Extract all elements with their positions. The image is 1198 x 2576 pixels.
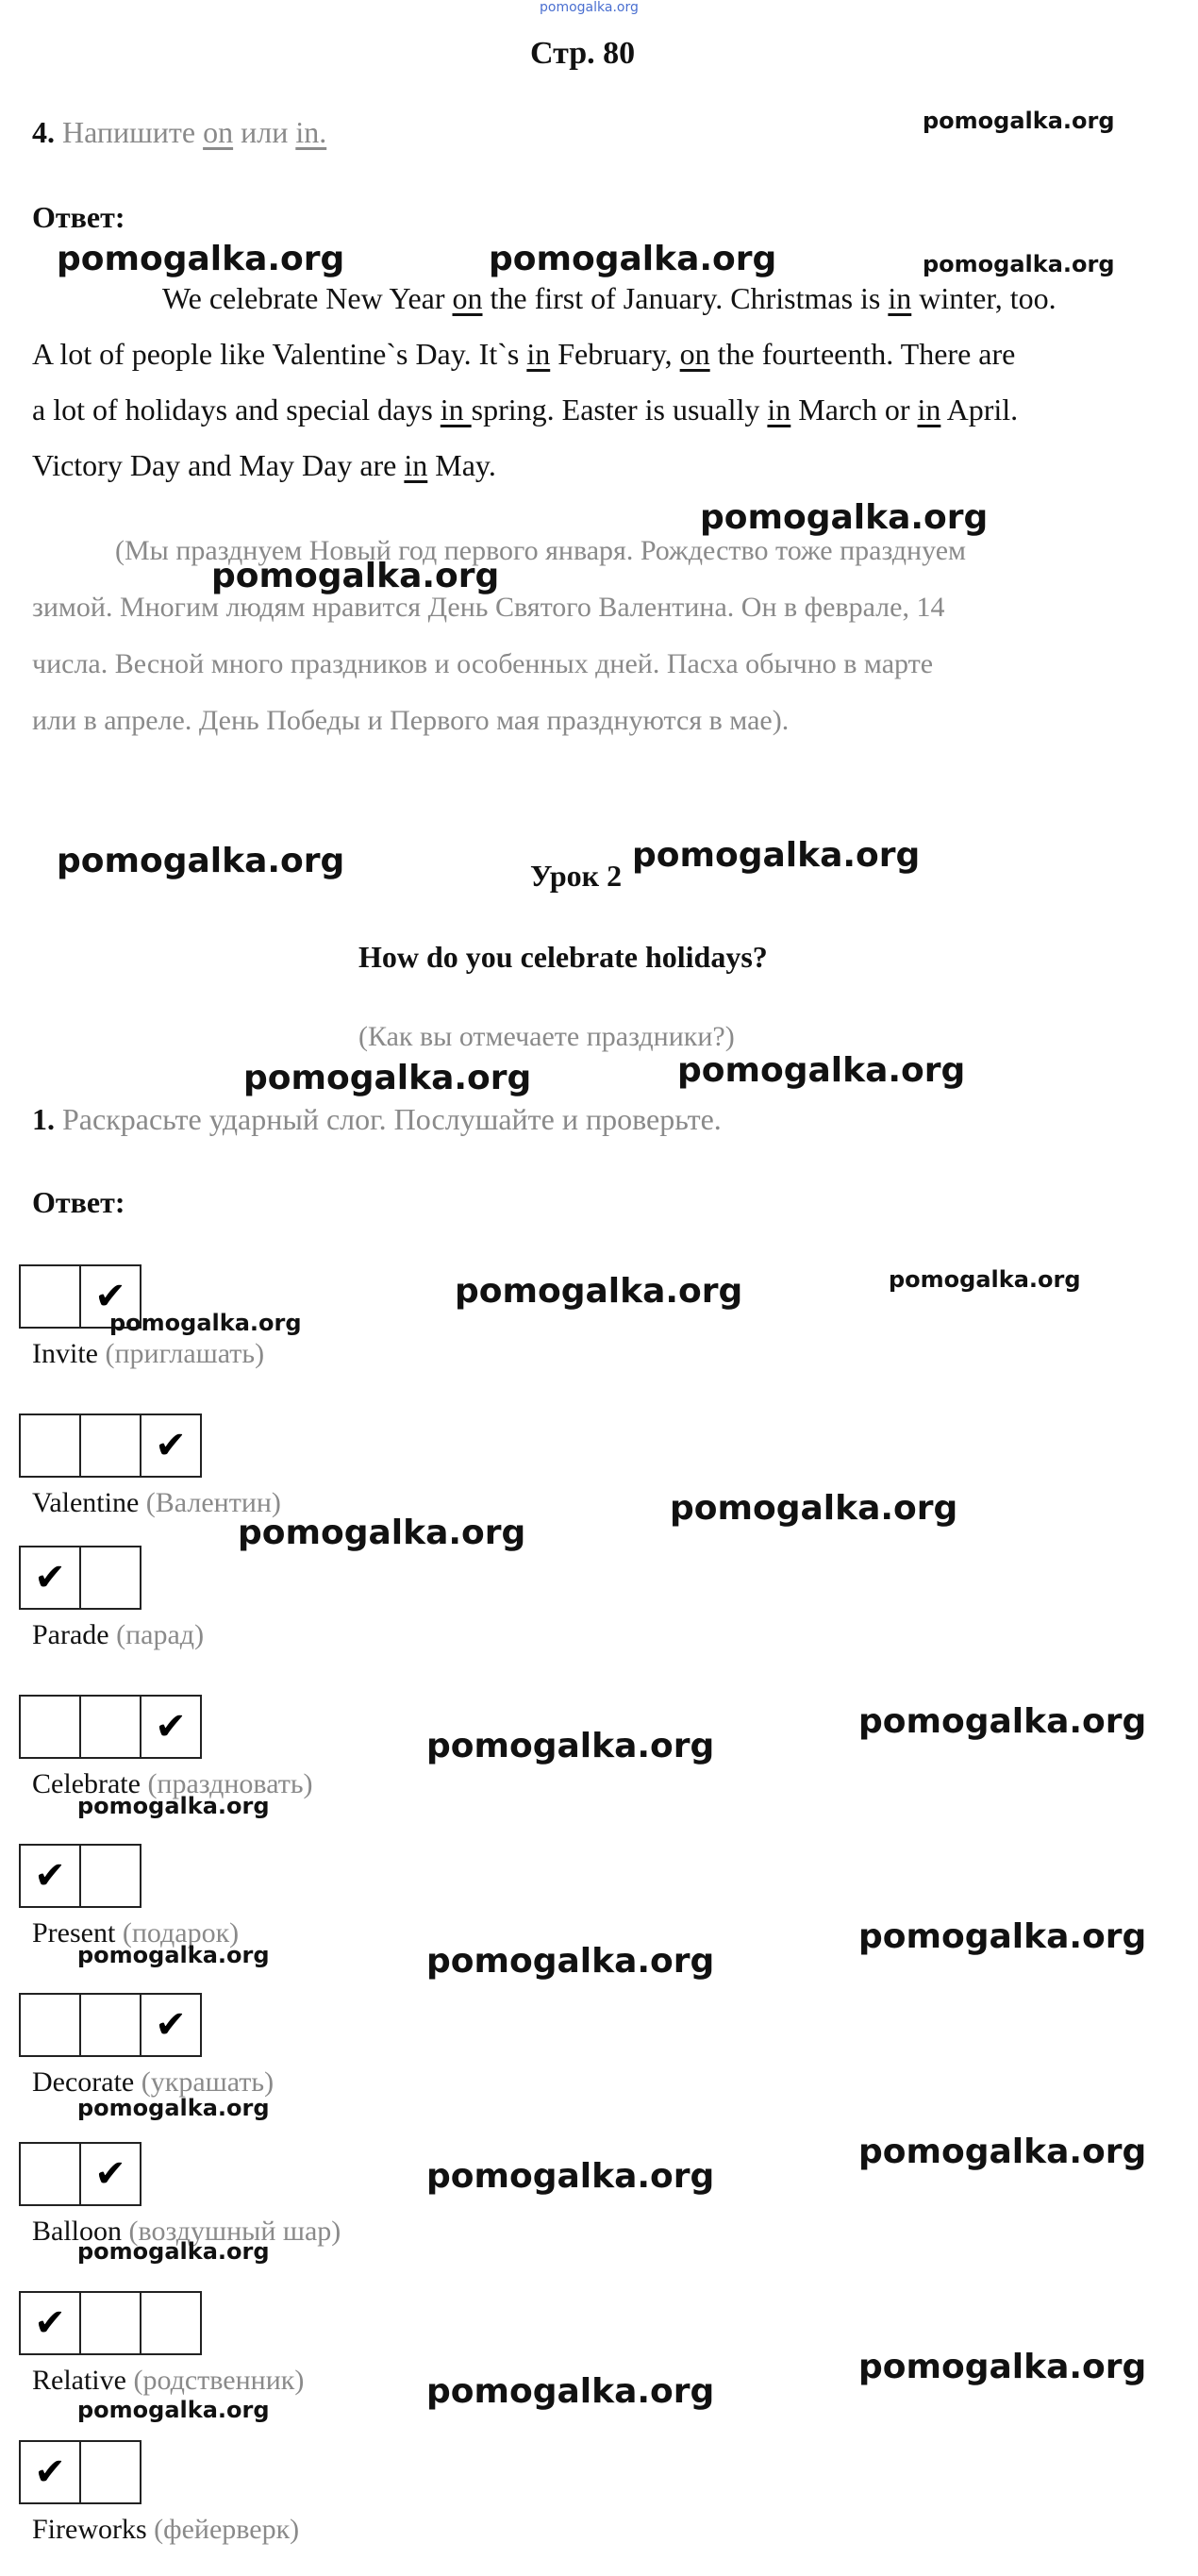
watermark-top: pomogalka.org bbox=[540, 0, 639, 15]
word-valentine: Valentine (Валентин) bbox=[32, 1487, 281, 1518]
word-parade: Parade (парад) bbox=[32, 1619, 205, 1650]
word-celebrate: Celebrate (праздновать) bbox=[32, 1768, 313, 1799]
syllable-grid-valentine bbox=[19, 1413, 200, 1478]
watermark: pomogalka.org bbox=[858, 2348, 1147, 2386]
page-label: Стр. 80 bbox=[530, 36, 636, 71]
watermark: pomogalka.org bbox=[426, 2372, 715, 2411]
watermark: pomogalka.org bbox=[923, 251, 1115, 277]
word-invite: Invite (приглашать) bbox=[32, 1338, 265, 1369]
answer-label: Ответ: bbox=[32, 200, 125, 234]
instruction-text: Раскрасьте ударный слог. Послушайте и проверьте. bbox=[62, 1102, 722, 1136]
syllable-grid-parade bbox=[19, 1546, 140, 1610]
english-line-1: We celebrate New Year on the first of January. Christmas is in winter, too. bbox=[162, 281, 1057, 315]
word-balloon: Balloon (воздушный шар) bbox=[32, 2216, 341, 2247]
word-fireworks: Fireworks (фейерверк) bbox=[32, 2514, 300, 2545]
watermark: pomogalka.org bbox=[77, 2095, 270, 2121]
watermark: pomogalka.org bbox=[243, 1059, 532, 1097]
syllable-box bbox=[79, 1546, 141, 1610]
russian-line-4: или в апреле. День Победы и Первого мая празднуются в мае). bbox=[32, 705, 790, 736]
syllable-grid-decorate bbox=[19, 1993, 200, 2057]
russian-line-3: числа. Весной много праздников и особенных дней. Пасха обычно в марте bbox=[32, 648, 934, 679]
word-present: Present (подарок) bbox=[32, 1917, 240, 1949]
syllable-box bbox=[19, 1993, 81, 2057]
syllable-box bbox=[79, 1844, 141, 1908]
english-line-4: Victory Day and May Day are in May. bbox=[32, 448, 496, 482]
syllable-box-checked: ✔ bbox=[19, 1844, 81, 1908]
syllable-box bbox=[79, 2440, 141, 2504]
syllable-box-checked: ✔ bbox=[140, 1993, 202, 2057]
instruction-text: или bbox=[233, 115, 296, 149]
watermark: pomogalka.org bbox=[670, 1489, 958, 1528]
syllable-box bbox=[19, 1264, 81, 1329]
syllable-grid-fireworks bbox=[19, 2440, 140, 2504]
watermark: pomogalka.org bbox=[858, 1702, 1147, 1741]
watermark: pomogalka.org bbox=[426, 2157, 715, 2196]
watermark: pomogalka.org bbox=[455, 1272, 743, 1311]
lesson-title: Урок 2 bbox=[530, 859, 623, 893]
watermark: pomogalka.org bbox=[57, 240, 345, 278]
watermark: pomogalka.org bbox=[489, 240, 777, 278]
watermark: pomogalka.org bbox=[632, 836, 921, 875]
syllable-box bbox=[79, 1413, 141, 1478]
task-number: 4. bbox=[32, 115, 55, 149]
watermark: pomogalka.org bbox=[238, 1514, 526, 1552]
watermark: pomogalka.org bbox=[211, 557, 500, 595]
syllable-box bbox=[79, 1993, 141, 2057]
syllable-box-checked: ✔ bbox=[140, 1695, 202, 1759]
watermark: pomogalka.org bbox=[889, 1266, 1081, 1293]
watermark: pomogalka.org bbox=[677, 1051, 966, 1090]
task-number: 1. bbox=[32, 1102, 55, 1136]
syllable-box-checked: ✔ bbox=[79, 2142, 141, 2206]
lesson-subtitle-ru: (Как вы отмечаете праздники?) bbox=[358, 1021, 735, 1052]
lesson-subtitle: How do you celebrate holidays? bbox=[358, 940, 768, 974]
russian-line-1: (Мы празднуем Новый год первого января. Рождество тоже празднуем bbox=[115, 535, 966, 566]
watermark: pomogalka.org bbox=[77, 1793, 270, 1819]
watermark: pomogalka.org bbox=[858, 1917, 1147, 1956]
word-decorate: Decorate (украшать) bbox=[32, 2066, 275, 2098]
watermark: pomogalka.org bbox=[426, 1727, 715, 1765]
watermark: pomogalka.org bbox=[700, 498, 989, 537]
syllable-grid-celebrate bbox=[19, 1695, 200, 1759]
answer-label: Ответ: bbox=[32, 1185, 125, 1219]
watermark: pomogalka.org bbox=[426, 1942, 715, 1981]
watermark: pomogalka.org bbox=[109, 1310, 302, 1336]
instruction-text: Напишите bbox=[62, 115, 204, 149]
russian-line-2: зимой. Многим людям нравится День Святого Валентина. Он в феврале, 14 bbox=[32, 592, 945, 623]
syllable-box bbox=[79, 2291, 141, 2355]
syllable-grid-present bbox=[19, 1844, 140, 1908]
watermark: pomogalka.org bbox=[77, 1942, 270, 1968]
task4-instruction bbox=[32, 115, 326, 150]
watermark: pomogalka.org bbox=[858, 2133, 1147, 2171]
option-on: on bbox=[203, 115, 234, 149]
watermark: pomogalka.org bbox=[77, 2238, 270, 2265]
syllable-box bbox=[79, 1695, 141, 1759]
syllable-box-checked: ✔ bbox=[79, 1264, 141, 1329]
task1-instruction bbox=[32, 1102, 722, 1137]
syllable-box bbox=[140, 2291, 202, 2355]
syllable-box-checked: ✔ bbox=[19, 2440, 81, 2504]
syllable-grid-balloon bbox=[19, 2142, 140, 2206]
watermark: pomogalka.org bbox=[923, 108, 1115, 134]
syllable-grid-relative bbox=[19, 2291, 200, 2355]
watermark: pomogalka.org bbox=[57, 842, 345, 880]
word-relative: Relative (родственник) bbox=[32, 2365, 305, 2396]
syllable-box-checked: ✔ bbox=[140, 1413, 202, 1478]
syllable-box bbox=[19, 1695, 81, 1759]
syllable-box-checked: ✔ bbox=[19, 2291, 81, 2355]
option-in: in. bbox=[295, 115, 327, 149]
watermark: pomogalka.org bbox=[77, 2397, 270, 2423]
syllable-box-checked: ✔ bbox=[19, 1546, 81, 1610]
syllable-box bbox=[19, 1413, 81, 1478]
syllable-box bbox=[19, 2142, 81, 2206]
english-line-2: A lot of people like Valentine`s Day. It`s in February, on the fourteenth. There are bbox=[32, 337, 1016, 371]
english-line-3: a lot of holidays and special days in spring. Easter is usually in March or in April. bbox=[32, 393, 1019, 427]
